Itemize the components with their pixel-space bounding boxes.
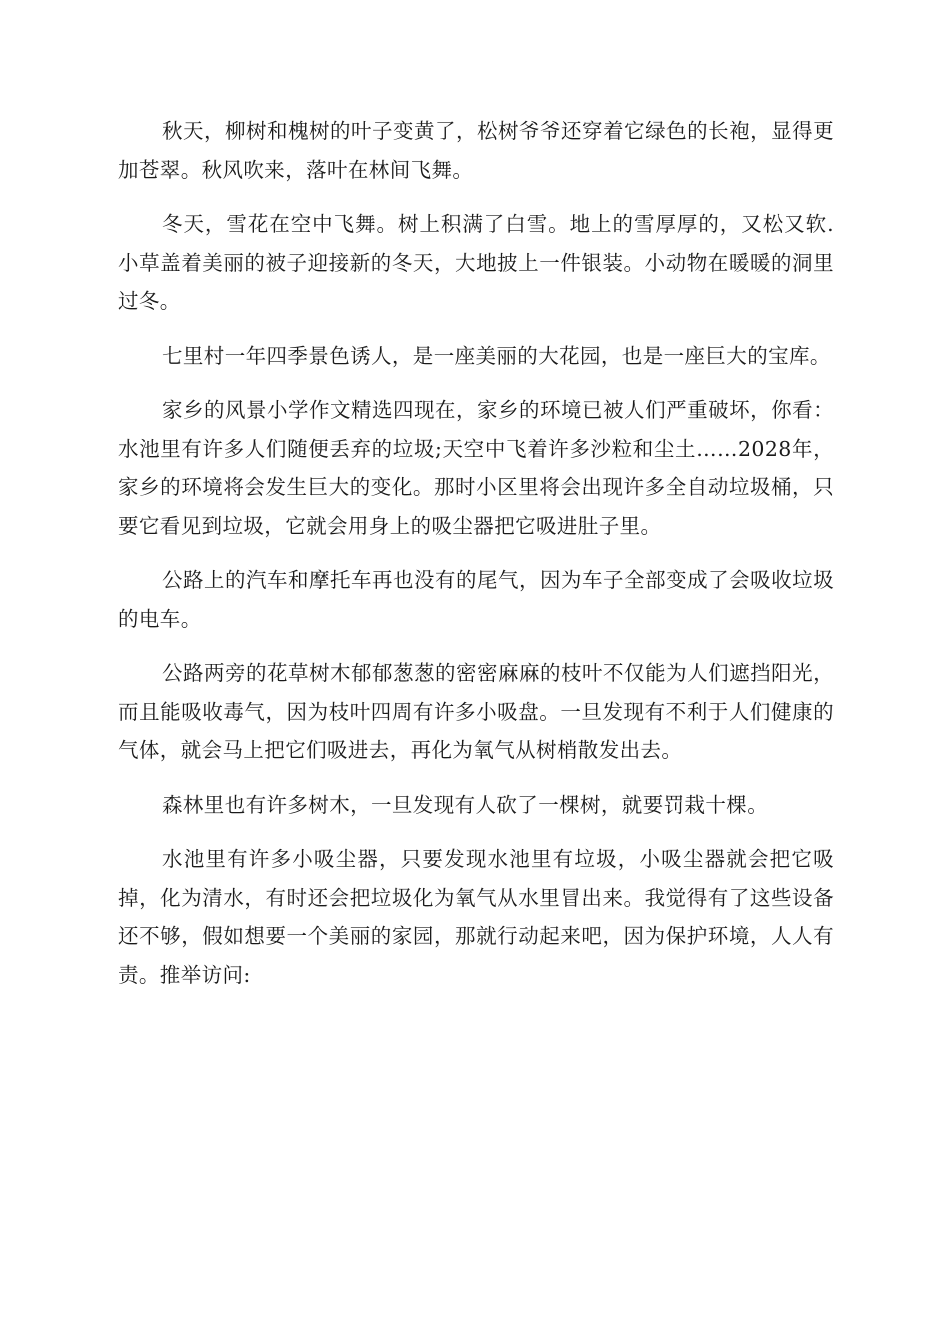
paragraph-autumn: 秋天，柳树和槐树的叶子变黄了，松树爷爷还穿着它绿色的长袍，显得更加苍翠。秋风吹来，落叶在林间飞舞。 [118,119,834,182]
paragraph-pond-cleaners: 水池里有许多小吸尘器，只要发现水池里有垃圾，小吸尘器就会把它吸掉，化为清水，有时还会把垃圾化为氧气从水里冒出来。我觉得有了这些设备还不够，假如想要一个美丽的家园，那就行动起来吧，因为保护环境，人人有责。推举访问: [118,847,834,987]
paragraph-hometown-environment: 家乡的风景小学作文精选四现在，家乡的环境已被人们严重破坏，你看：水池里有许多人们随便丢弃的垃圾;天空中飞着许多沙粒和尘土……2028年，家乡的环境将会发生巨大的变化。那时小区里将会出现许多全自动垃圾桶，只要它看见到垃圾，它就会用身上的吸尘器把它吸进肚子里。 [118,398,834,538]
paragraph-roadside-trees: 公路两旁的花草树木郁郁葱葱的密密麻麻的枝叶不仅能为人们遮挡阳光，而且能吸收毒气，因为枝叶四周有许多小吸盘。一旦发现有不利于人们健康的气体，就会马上把它们吸进去，再化为氧气从树梢散发出去。 [118,661,834,762]
paragraph-village: 七里村一年四季景色诱人，是一座美丽的大花园，也是一座巨大的宝库。 [162,343,831,368]
paragraph-winter: 冬天，雪花在空中飞舞。树上积满了白雪。地上的雪厚厚的，又松又软.小草盖着美丽的被子迎接新的冬天，大地披上一件银装。小动物在暖暖的洞里过冬。 [118,212,834,313]
paragraph-road-vehicles: 公路上的汽车和摩托车再也没有的尾气，因为车子全部变成了会吸收垃圾的电车。 [118,568,834,631]
paragraph-forest: 森林里也有许多树木，一旦发现有人砍了一棵树，就要罚栽十棵。 [162,792,769,817]
document-body [118,112,834,1010]
